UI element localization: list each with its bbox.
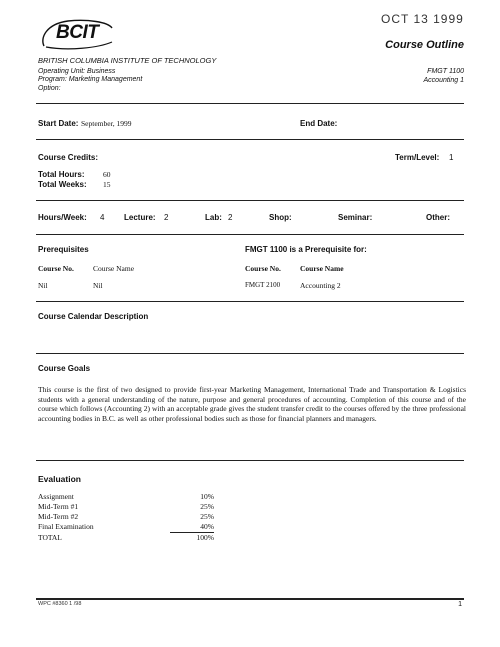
bcit-logo <box>38 16 118 52</box>
institute-name: BRITISH COLUMBIA INSTITUTE OF TECHNOLOGY <box>38 56 217 65</box>
total-hours-label: Total Hours: <box>38 170 85 179</box>
evaluation-title: Evaluation <box>38 474 81 484</box>
start-date-value: September, 1999 <box>81 119 132 128</box>
prereq-col-name: Course Name <box>93 264 135 273</box>
eval-total-label: TOTAL <box>38 533 62 542</box>
lecture-label: Lecture: <box>124 213 156 222</box>
goals-title: Course Goals <box>38 364 91 373</box>
total-hours-value: 60 <box>103 170 111 179</box>
prereq-for-row-name: Accounting 2 <box>300 281 341 290</box>
divider <box>36 103 464 104</box>
divider <box>36 139 464 140</box>
other-label: Other: <box>426 213 450 222</box>
eval-value-assignment: 10% <box>200 492 214 501</box>
footer-left: WPC #8360 1 /98 <box>38 601 82 607</box>
divider <box>36 234 464 235</box>
hours-week-label: Hours/Week: <box>38 213 87 222</box>
date-stamp: OCT 13 1999 <box>381 12 464 26</box>
program: Program: Marketing Management <box>38 76 143 83</box>
operating-unit: Operating Unit: Business <box>38 68 116 75</box>
term-label: Term/Level: <box>395 153 440 162</box>
lab-value: 2 <box>228 213 233 222</box>
end-date-label: End Date: <box>300 119 338 128</box>
calendar-title: Course Calendar Description <box>38 312 149 321</box>
footer-rule <box>36 598 464 600</box>
start-date-label: Start Date: <box>38 119 79 128</box>
prereq-for-title: FMGT 1100 is a Prerequisite for: <box>245 245 367 254</box>
eval-label-midterm1: Mid-Term #1 <box>38 502 79 511</box>
lab-label: Lab: <box>205 213 222 222</box>
eval-label-midterm2: Mid-Term #2 <box>38 512 79 521</box>
eval-value-final: 40% <box>200 522 214 531</box>
prereq-title: Prerequisites <box>38 245 89 254</box>
option: Option: <box>38 85 61 92</box>
credits-label: Course Credits: <box>38 153 99 162</box>
doc-title: Course Outline <box>385 39 464 51</box>
divider <box>36 460 464 461</box>
page-number: 1 <box>458 601 462 608</box>
logo-text: BCIT <box>56 22 99 43</box>
prereq-for-col-name: Course Name <box>300 264 344 273</box>
divider <box>36 353 464 354</box>
lecture-value: 2 <box>164 213 169 222</box>
divider <box>36 301 464 302</box>
eval-label-assignment: Assignment <box>38 492 74 501</box>
course-code: FMGT 1100 <box>427 68 464 75</box>
eval-value-midterm1: 25% <box>200 502 214 511</box>
seminar-label: Seminar: <box>338 213 373 222</box>
prereq-for-col-no: Course No. <box>245 264 281 273</box>
prereq-row-no: Nil <box>38 281 48 290</box>
eval-value-midterm2: 25% <box>200 512 214 521</box>
shop-label: Shop: <box>269 213 292 222</box>
term-value: 1 <box>449 153 454 162</box>
goals-text: This course is the first of two designed to provide first-year Marketing Management, International Trade and Transportation & Logistics students with a general understanding of the nature, purpose and general procedures of accounting. Completion of this course and of the course which follows (Accounting 2) with an acceptable grade gives the student transfer credit to the courses offered by the three professional accounting bodies in B.C. as well as other professional bodies such as those for financial planners and managers. <box>38 385 466 423</box>
course-name: Accounting 1 <box>423 77 464 84</box>
hours-week-value: 4 <box>100 213 105 222</box>
prereq-row-name: Nil <box>93 281 103 290</box>
eval-label-final: Final Examination <box>38 522 94 531</box>
total-weeks-label: Total Weeks: <box>38 180 87 189</box>
prereq-col-no: Course No. <box>38 264 74 273</box>
prereq-for-row-no: FMGT 2100 <box>245 281 281 289</box>
divider <box>36 200 464 201</box>
eval-total-value: 100% <box>196 533 214 542</box>
total-weeks-value: 15 <box>103 180 111 189</box>
